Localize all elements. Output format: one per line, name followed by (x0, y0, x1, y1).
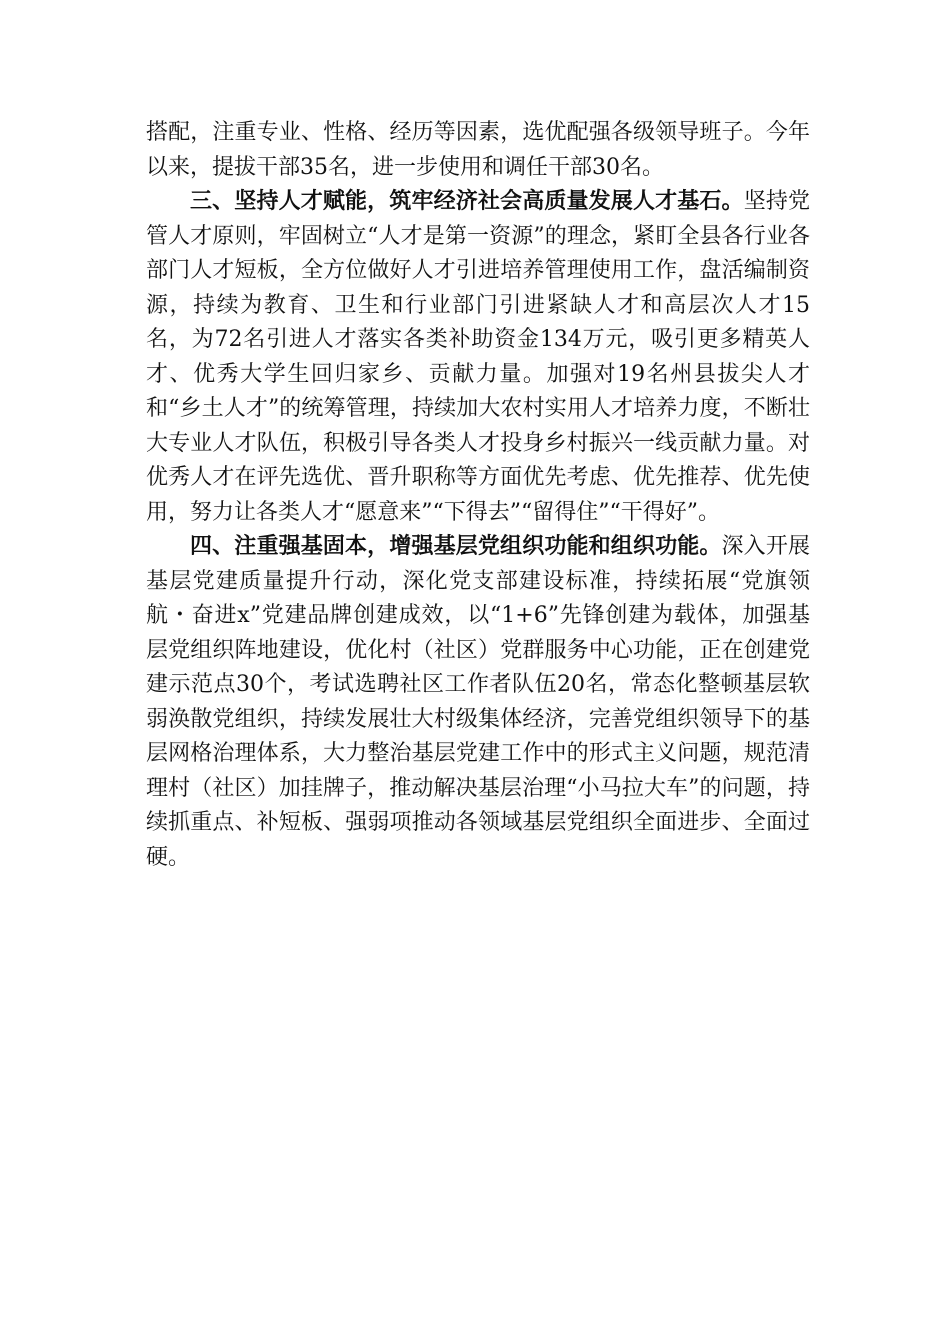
section-heading-talent: 三、坚持人才赋能，筑牢经济社会高质量发展人才基石。 (190, 189, 744, 214)
paragraph-talent (146, 185, 810, 530)
section-heading-grassroots: 四、注重强基固本，增强基层党组织功能和组织功能。 (190, 534, 722, 559)
paragraph-text: 搭配，注重专业、性格、经历等因素，选优配强各级领导班子。今年以来，提拔干部35名，进一步使用和调任干部30名。 (146, 120, 810, 180)
document-page (146, 116, 810, 875)
paragraph-grassroots (146, 530, 810, 875)
paragraph-text: 深入开展基层党建质量提升行动，深化党支部建设标准，持续拓展“党旗领航・奋进x”党建品牌创建成效，以“1+6”先锋创建为载体，加强基层党组织阵地建设，优化村（社区）党群服务中心功能，正在创建党建示范点30个，考试选聘社区工作者队伍20名，常态化整顿基层软弱涣散党组织，持续发展壮大村级集体经济，完善党组织领导下的基层网格治理体系，大力整治基层党建工作中的形式主义问题，规范清理村（社区）加挂牌子，推动解决基层治理“小马拉大车”的问题，持续抓重点、补短板、强弱项推动各领域基层党组织全面进步、全面过硬。 (146, 534, 810, 870)
paragraph-continuation (146, 116, 810, 185)
paragraph-text: 坚持党管人才原则，牢固树立“人才是第一资源”的理念，紧盯全县各行业各部门人才短板，全方位做好人才引进培养管理使用工作，盘活编制资源，持续为教育、卫生和行业部门引进紧缺人才和高层次人才15名，为72名引进人才落实各类补助资金134万元，吸引更多精英人才、优秀大学生回归家乡、贡献力量。加强对19名州县拔尖人才和“乡土人才”的统筹管理，持续加大农村实用人才培养力度，不断壮大专业人才队伍，积极引导各类人才投身乡村振兴一线贡献力量。对优秀人才在评先选优、晋升职称等方面优先考虑、优先推荐、优先使用，努力让各类人才“愿意来”“下得去”“留得住”“干得好”。 (146, 189, 810, 525)
